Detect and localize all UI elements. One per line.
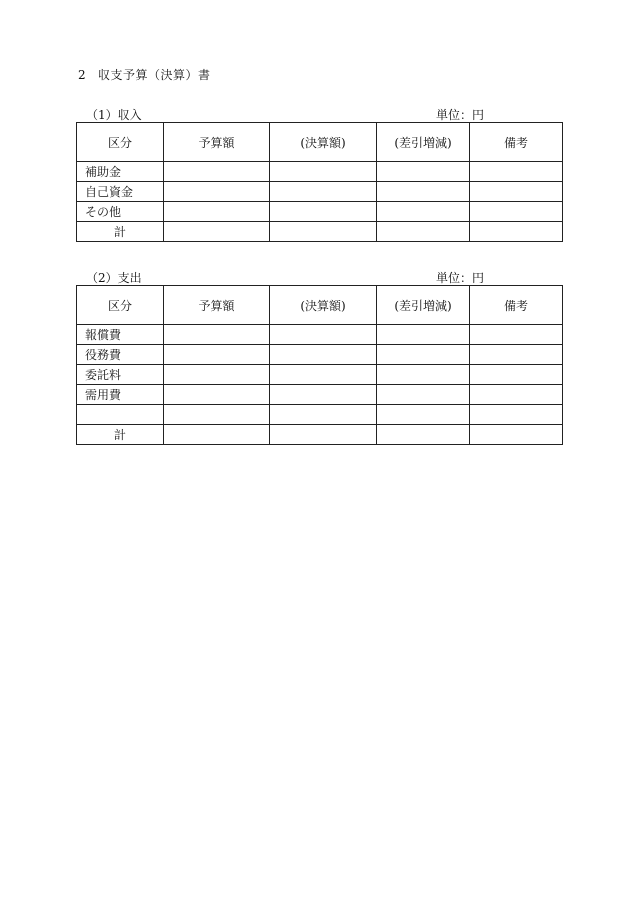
table-row — [77, 405, 563, 425]
row-label: 自己資金 — [77, 182, 164, 202]
total-label: 計 — [77, 425, 164, 445]
remarks-cell — [470, 162, 563, 182]
budget-cell — [164, 345, 270, 365]
difference-cell — [377, 405, 470, 425]
row-label: 補助金 — [77, 162, 164, 182]
difference-cell — [377, 325, 470, 345]
table-row — [77, 365, 563, 385]
column-header-budget: 予算額 — [164, 123, 270, 162]
remarks-cell — [470, 345, 563, 365]
settlement-cell — [270, 202, 377, 222]
budget-cell — [164, 222, 270, 242]
expense-label: （2）支出 — [86, 271, 142, 285]
expense-table — [76, 285, 563, 445]
row-label: 報償費 — [77, 325, 164, 345]
column-header-category: 区分 — [77, 123, 164, 162]
remarks-cell — [470, 222, 563, 242]
budget-cell — [164, 202, 270, 222]
total-label: 計 — [77, 222, 164, 242]
difference-cell — [377, 162, 470, 182]
column-header-category: 区分 — [77, 286, 164, 325]
row-label: その他 — [77, 202, 164, 222]
budget-cell — [164, 365, 270, 385]
table-row — [77, 182, 563, 202]
column-header-difference: (差引増減) — [377, 286, 470, 325]
settlement-cell — [270, 162, 377, 182]
column-header-budget: 予算額 — [164, 286, 270, 325]
budget-cell — [164, 425, 270, 445]
budget-cell — [164, 325, 270, 345]
settlement-cell — [270, 405, 377, 425]
column-header-remarks: 備考 — [470, 123, 563, 162]
expense-header-row — [77, 286, 563, 325]
expense-unit: 単位：円 — [435, 271, 484, 285]
income-header-row — [77, 123, 563, 162]
remarks-cell — [470, 365, 563, 385]
table-row — [77, 325, 563, 345]
table-row — [77, 345, 563, 365]
settlement-cell — [270, 425, 377, 445]
settlement-cell — [270, 385, 377, 405]
remarks-cell — [470, 182, 563, 202]
difference-cell — [377, 425, 470, 445]
difference-cell — [377, 222, 470, 242]
difference-cell — [377, 202, 470, 222]
column-header-remarks: 備考 — [470, 286, 563, 325]
income-unit: 単位：円 — [435, 108, 484, 122]
column-header-difference: (差引増減) — [377, 123, 470, 162]
settlement-cell — [270, 345, 377, 365]
difference-cell — [377, 345, 470, 365]
income-label: （1）収入 — [86, 108, 142, 122]
table-row — [77, 385, 563, 405]
expense-section-header — [78, 269, 562, 285]
row-label: 役務費 — [77, 345, 164, 365]
row-label: 委託料 — [77, 365, 164, 385]
settlement-cell — [270, 365, 377, 385]
row-label: 需用費 — [77, 385, 164, 405]
budget-cell — [164, 385, 270, 405]
difference-cell — [377, 182, 470, 202]
section-number: 2 — [78, 68, 87, 82]
difference-cell — [377, 365, 470, 385]
total-row — [77, 425, 563, 445]
remarks-cell — [470, 202, 563, 222]
difference-cell — [377, 385, 470, 405]
table-row — [77, 162, 563, 182]
income-table — [76, 122, 563, 242]
settlement-cell — [270, 325, 377, 345]
document-title — [78, 66, 211, 83]
settlement-cell — [270, 182, 377, 202]
remarks-cell — [470, 385, 563, 405]
column-header-settlement: (決算額) — [270, 286, 377, 325]
budget-cell — [164, 162, 270, 182]
column-header-settlement: (決算額) — [270, 123, 377, 162]
income-section-header — [78, 106, 562, 122]
budget-cell — [164, 182, 270, 202]
remarks-cell — [470, 325, 563, 345]
row-label — [77, 405, 164, 425]
budget-cell — [164, 405, 270, 425]
remarks-cell — [470, 405, 563, 425]
settlement-cell — [270, 222, 377, 242]
remarks-cell — [470, 425, 563, 445]
total-row — [77, 222, 563, 242]
table-row — [77, 202, 563, 222]
title-text: 収支予算（決算）書 — [98, 68, 211, 82]
